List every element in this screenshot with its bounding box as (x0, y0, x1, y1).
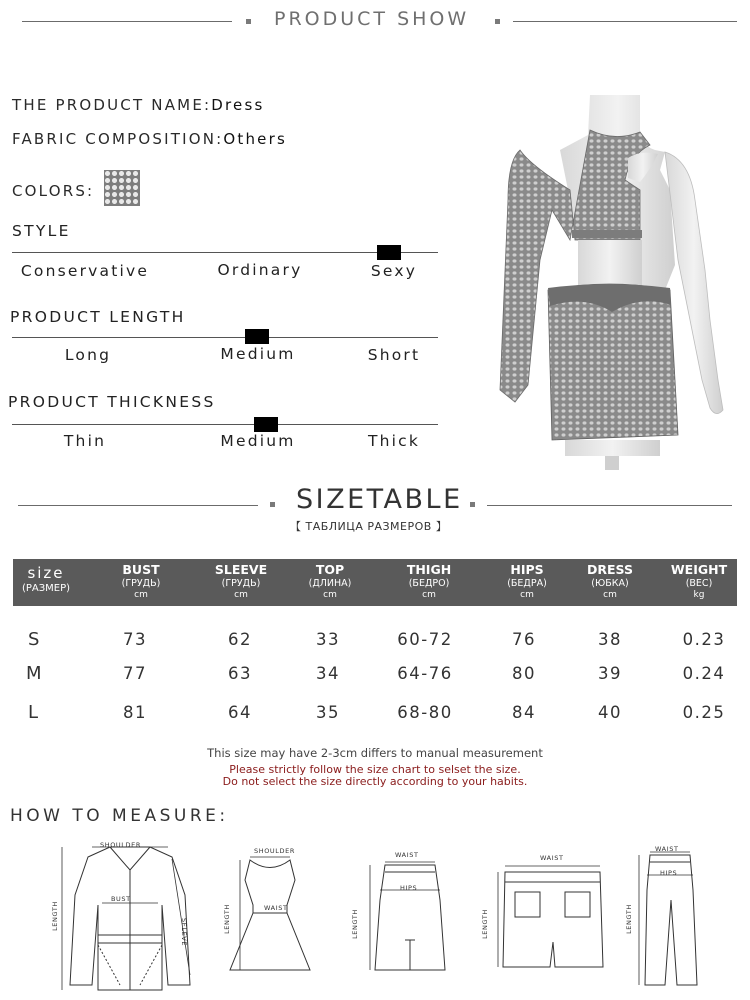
header-dot-left (246, 19, 251, 24)
table-cell: 0.23 (682, 630, 726, 649)
jacket-shoulder-label: SHOULDER (100, 841, 141, 849)
top-hem (572, 230, 642, 238)
size-warning-2: Do not select the size directly according to your habits. (222, 775, 528, 788)
thickness-option-thin: Thin (63, 432, 107, 450)
sizetable-dot-left (270, 502, 275, 507)
sizetable-line-left (18, 505, 258, 506)
table-cell: 33 (316, 630, 340, 649)
length-option-short: Short (367, 346, 421, 364)
table-cell: 0.24 (682, 664, 726, 683)
table-cell: 63 (228, 664, 252, 683)
table-cell: 64-76 (397, 664, 453, 683)
column-name: SLEEVE (214, 562, 268, 577)
column-name: BUST (122, 562, 160, 577)
table-cell: 60-72 (397, 630, 453, 649)
size-header-sub: (РАЗМЕР) (21, 583, 71, 594)
pants-hips-label: HIPS (660, 869, 678, 877)
page-title: PRODUCT SHOW (274, 8, 470, 30)
shorts-length-label: LENGTH (480, 909, 489, 939)
style-scale-line (12, 252, 438, 253)
product-photo (490, 90, 730, 470)
column-name: DRESS (587, 562, 633, 577)
shorts-diagram (495, 862, 615, 977)
skirt-diagram (365, 860, 455, 980)
table-header (13, 559, 737, 606)
dress-shoulder-label: SHOULDER (254, 847, 295, 855)
column-name: THIGH (406, 562, 452, 577)
mannequin-midriff (578, 240, 642, 288)
column-header-weight (659, 559, 739, 606)
header-line-right (513, 21, 737, 22)
column-unit: cm (134, 590, 148, 600)
dress-waist-label: WAIST (264, 904, 288, 912)
size-column-header (13, 559, 79, 606)
column-sub: (БЕДРА) (507, 578, 547, 589)
sizetable-title: SIZETABLE (296, 484, 463, 515)
row-size-label: L (28, 702, 39, 723)
sizetable-dot-right (470, 502, 475, 507)
length-option-medium: Medium (220, 345, 296, 363)
column-name: WEIGHT (670, 562, 728, 577)
column-sub: (ДЛИНА) (308, 578, 352, 589)
jacket-bust-label: BUST (111, 895, 131, 903)
how-to-measure-title: HOW TO MEASURE: (10, 806, 229, 826)
table-cell: 77 (123, 664, 147, 683)
thickness-option-medium: Medium (220, 432, 296, 450)
column-unit: cm (520, 590, 534, 600)
table-cell: 80 (512, 664, 536, 683)
style-option-conservative: Conservative (20, 262, 150, 280)
column-header-hips (487, 559, 567, 606)
table-cell: 40 (598, 703, 622, 722)
column-sub: (ЮБКА) (591, 578, 629, 589)
row-size-label: M (26, 663, 42, 684)
table-cell: 38 (598, 630, 622, 649)
product-name-row (12, 96, 265, 114)
dress-length-label: LENGTH (222, 904, 231, 934)
table-cell: 34 (316, 664, 340, 683)
jacket-sleeve-label: SELEVE (180, 917, 189, 947)
table-cell: 39 (598, 664, 622, 683)
length-scale-line (12, 337, 438, 338)
size-warning-1: Please strictly follow the size chart to selset the size. (229, 763, 521, 776)
column-header-sleeve (201, 559, 281, 606)
header-dot-right (495, 19, 500, 24)
table-cell: 68-80 (397, 703, 453, 722)
fabric-value: Others (223, 130, 287, 148)
shorts-waist-label: WAIST (540, 854, 564, 862)
table-cell: 73 (123, 630, 147, 649)
thickness-scale-title: PRODUCT THICKNESS (8, 393, 216, 411)
color-swatch-gray[interactable] (104, 170, 140, 206)
column-sub: (БЕДРО) (408, 578, 450, 589)
colors-label: COLORS: (12, 182, 95, 200)
thickness-option-thick: Thick (367, 432, 421, 450)
product-name-label: THE PRODUCT NAME: (12, 96, 212, 114)
table-cell: 84 (512, 703, 536, 722)
column-name: HIPS (510, 562, 544, 577)
dress-diagram (222, 855, 315, 985)
skirt-length-label: LENGTH (350, 909, 359, 939)
size-note: This size may have 2-3cm differs to manual measurement (207, 746, 543, 760)
column-sub: (ГРУДЬ) (121, 578, 161, 589)
length-scale-marker (245, 329, 269, 344)
thickness-scale-line (12, 424, 438, 425)
style-scale-marker (377, 245, 401, 260)
column-header-dress (570, 559, 650, 606)
table-cell: 76 (512, 630, 536, 649)
pants-length-label: LENGTH (624, 904, 633, 934)
sizetable-subtitle: 【 ТАБЛИЦА РАЗМЕРОВ 】 (290, 520, 448, 533)
jacket-diagram (50, 835, 210, 995)
column-unit: kg (693, 590, 705, 600)
column-unit: cm (323, 590, 337, 600)
skirt-waist-label: WAIST (395, 851, 419, 859)
column-unit: cm (234, 590, 248, 600)
fabric-label: FABRIC COMPOSITION: (12, 130, 224, 148)
sizetable-line-right (487, 505, 732, 506)
size-header-label: size (27, 564, 65, 582)
table-cell: 0.25 (682, 703, 726, 722)
style-scale-title: STYLE (12, 222, 71, 240)
column-unit: cm (603, 590, 617, 600)
column-sub: (ГРУДЬ) (221, 578, 261, 589)
column-sub: (ВЕС) (685, 578, 713, 589)
length-option-long: Long (64, 346, 112, 364)
column-header-top (290, 559, 370, 606)
row-size-label: S (28, 629, 40, 650)
table-cell: 35 (316, 703, 340, 722)
table-cell: 81 (123, 703, 147, 722)
column-header-thigh (389, 559, 469, 606)
header-line-left (22, 21, 232, 22)
pants-waist-label: WAIST (655, 845, 679, 853)
table-cell: 64 (228, 703, 252, 722)
column-header-bust (101, 559, 181, 606)
length-scale-title: PRODUCT LENGTH (10, 308, 186, 326)
style-option-ordinary: Ordinary (217, 261, 303, 279)
style-option-sexy: Sexy (370, 262, 418, 280)
fabric-row (12, 130, 287, 148)
product-name-value: Dress (211, 96, 265, 114)
table-cell: 62 (228, 630, 252, 649)
skirt-hips-label: HIPS (400, 884, 418, 892)
column-name: TOP (315, 562, 345, 577)
mannequin-stand (605, 456, 619, 470)
column-unit: cm (422, 590, 436, 600)
jacket-length-label: LENGTH (50, 901, 59, 931)
thickness-scale-marker (254, 417, 278, 432)
mannequin-legs (565, 440, 660, 456)
